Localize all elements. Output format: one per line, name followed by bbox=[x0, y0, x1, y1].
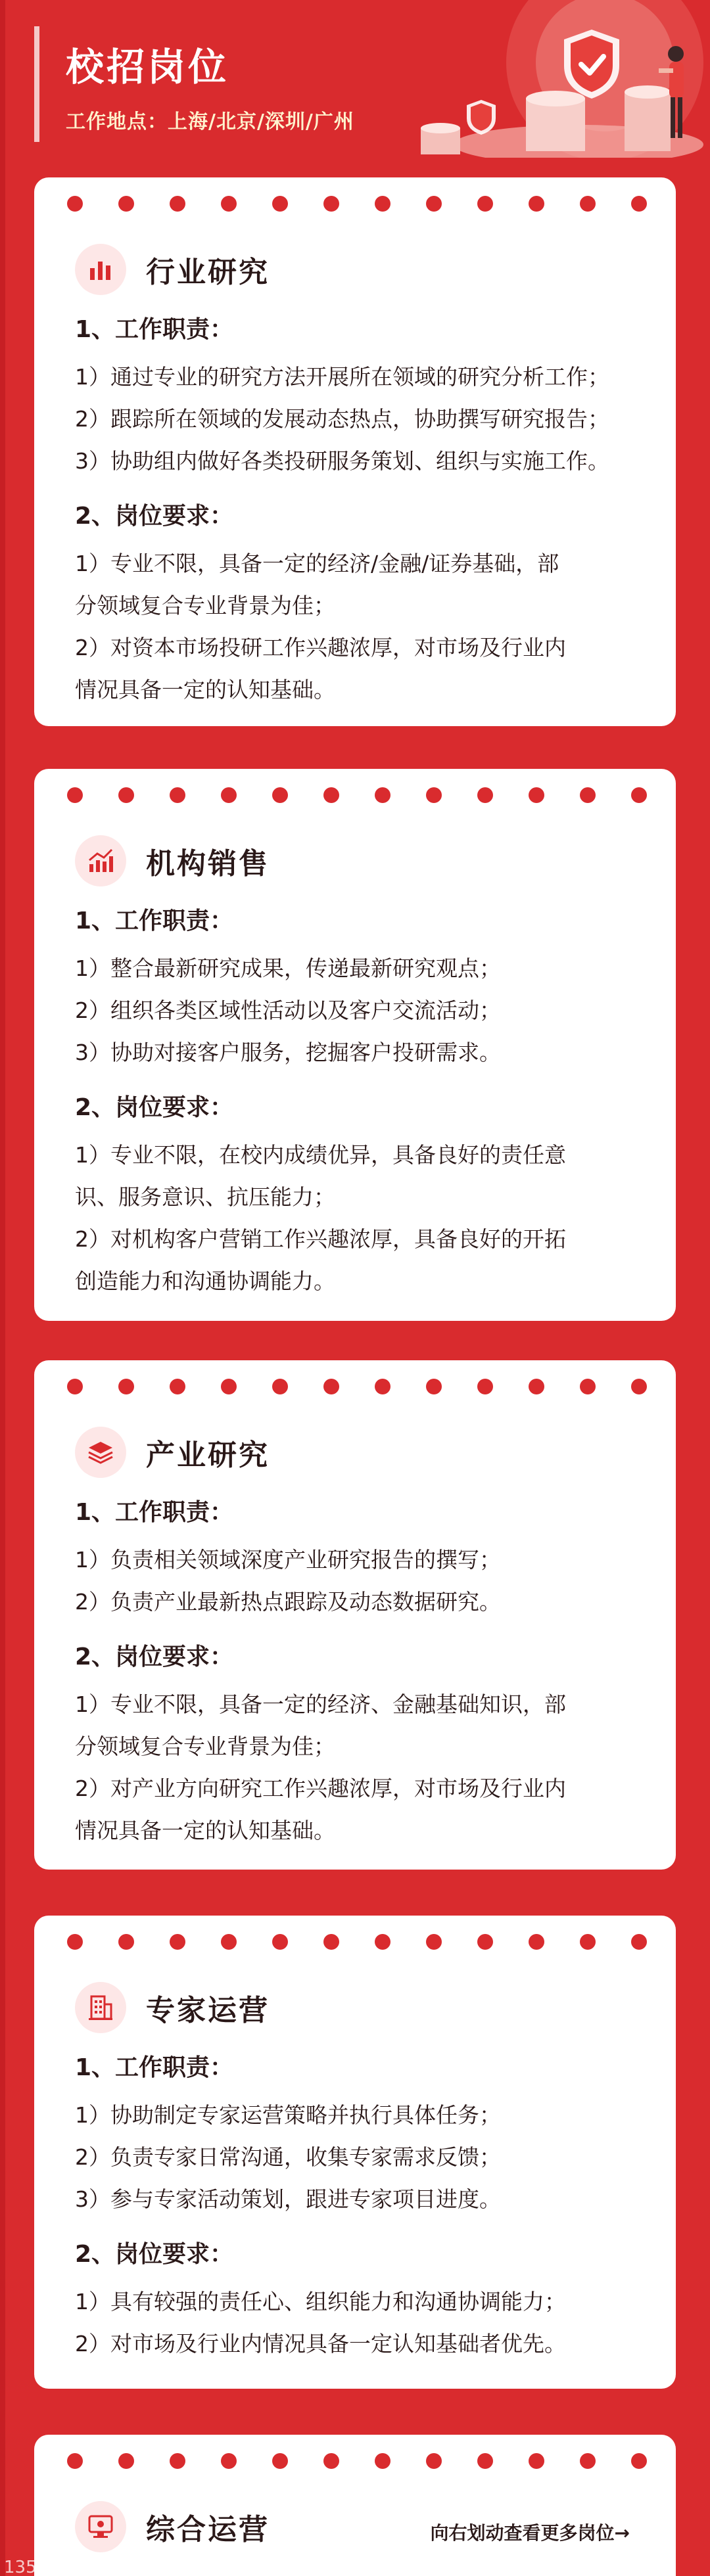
card-header bbox=[75, 1426, 270, 1479]
requirement-item: 1）具有较强的责任心、组织能力和沟通协调能力； bbox=[75, 2289, 566, 2314]
decor-dot bbox=[477, 196, 493, 212]
decor-dot bbox=[580, 2453, 596, 2469]
requirement-item: 分领域复合专业背景为佳； bbox=[75, 593, 335, 618]
decor-dot bbox=[529, 1934, 544, 1950]
decor-dot bbox=[426, 1934, 442, 1950]
card-title: 行业研究 bbox=[146, 256, 270, 289]
shield-illustration-icon bbox=[408, 0, 710, 158]
decor-dot bbox=[631, 787, 647, 803]
duty-item: 2）负责产业最新热点跟踪及动态数据研究。 bbox=[75, 1589, 501, 1615]
requirement-item: 分领域复合专业背景为佳； bbox=[75, 1734, 335, 1759]
decor-dot bbox=[221, 787, 237, 803]
decor-dot bbox=[529, 196, 544, 212]
job-card-expert-operations bbox=[34, 1916, 676, 2389]
decor-dot bbox=[375, 1379, 390, 1394]
layers-icon bbox=[75, 1427, 126, 1478]
decor-dot bbox=[580, 787, 596, 803]
decor-dot bbox=[477, 787, 493, 803]
card-dots bbox=[34, 177, 676, 223]
decor-dot bbox=[272, 196, 288, 212]
duties-heading: 1、工作职责： bbox=[75, 316, 234, 343]
decor-dot bbox=[67, 787, 83, 803]
trend-chart-icon bbox=[75, 835, 126, 886]
card-dots bbox=[34, 769, 676, 815]
job-card-industry-research bbox=[34, 177, 676, 726]
decor-dot bbox=[323, 787, 339, 803]
card-title: 综合运营 bbox=[146, 2513, 270, 2546]
decor-dot bbox=[118, 1934, 134, 1950]
decor-dot bbox=[323, 1379, 339, 1394]
decor-dot bbox=[170, 1934, 185, 1950]
duties-heading: 1、工作职责： bbox=[75, 2054, 234, 2081]
decor-dot bbox=[272, 2453, 288, 2469]
duty-item: 3）参与专家活动策划，跟进专家项目进度。 bbox=[75, 2186, 501, 2212]
requirement-item: 1）专业不限，具备一定的经济/金融/证券基础，部 bbox=[75, 551, 559, 576]
card-dots bbox=[34, 1916, 676, 1962]
decor-dot bbox=[529, 1379, 544, 1394]
decor-dot bbox=[631, 2453, 647, 2469]
decor-dot bbox=[580, 1379, 596, 1394]
decor-dot bbox=[477, 2453, 493, 2469]
duty-item: 1）负责相关领域深度产业研究报告的撰写； bbox=[75, 1547, 501, 1573]
decor-dot bbox=[67, 2453, 83, 2469]
left-rail bbox=[0, 0, 5, 2576]
decor-dot bbox=[118, 787, 134, 803]
card-header bbox=[75, 1981, 270, 2034]
duty-item: 3）协助组内做好各类投研服务策划、组织与实施工作。 bbox=[75, 448, 609, 474]
building-icon bbox=[75, 1982, 126, 2033]
card-header bbox=[75, 835, 270, 887]
decor-dot bbox=[375, 787, 390, 803]
decor-dot bbox=[118, 2453, 134, 2469]
decor-dot bbox=[272, 1934, 288, 1950]
decor-dot bbox=[426, 196, 442, 212]
requirement-item: 1）专业不限，在校内成绩优异，具备良好的责任意 bbox=[75, 1142, 566, 1168]
decor-dot bbox=[375, 2453, 390, 2469]
decor-dot bbox=[375, 1934, 390, 1950]
requirement-item: 识、服务意识、抗压能力； bbox=[75, 1184, 335, 1210]
decor-dot bbox=[272, 787, 288, 803]
page-title: 校招岗位 bbox=[66, 45, 229, 89]
decor-dot bbox=[221, 1934, 237, 1950]
editor-watermark: 135编辑器 bbox=[4, 2558, 88, 2576]
requirement-item: 情况具备一定的认知基础。 bbox=[75, 1818, 335, 1843]
requirement-item: 2）对产业方向研究工作兴趣浓厚，对市场及行业内 bbox=[75, 1776, 566, 1801]
decor-dot bbox=[426, 1379, 442, 1394]
duty-item: 1）协助制定专家运营策略并执行具体任务； bbox=[75, 2102, 501, 2128]
requirements-heading: 2、岗位要求： bbox=[75, 503, 234, 530]
decor-dot bbox=[67, 1934, 83, 1950]
decor-dot bbox=[323, 2453, 339, 2469]
job-card-general-operations[interactable] bbox=[34, 2435, 676, 2576]
requirement-item: 2）对机构客户营销工作兴趣浓厚，具备良好的开拓 bbox=[75, 1226, 566, 1252]
requirement-item: 创造能力和沟通协调能力。 bbox=[75, 1268, 335, 1294]
card-body bbox=[75, 2047, 640, 2365]
card-body bbox=[75, 309, 640, 711]
card-body bbox=[75, 900, 640, 1302]
decor-dot bbox=[631, 196, 647, 212]
duties-heading: 1、工作职责： bbox=[75, 1499, 234, 1526]
card-header bbox=[75, 2500, 270, 2553]
decor-dot bbox=[529, 787, 544, 803]
decor-dot bbox=[221, 1379, 237, 1394]
monitor-icon bbox=[75, 2501, 126, 2552]
decor-dot bbox=[631, 1934, 647, 1950]
decor-dot bbox=[323, 196, 339, 212]
requirements-heading: 2、岗位要求： bbox=[75, 1094, 234, 1121]
decor-dot bbox=[221, 2453, 237, 2469]
decor-dot bbox=[170, 2453, 185, 2469]
requirements-heading: 2、岗位要求： bbox=[75, 2241, 234, 2268]
decor-dot bbox=[221, 196, 237, 212]
requirements-heading: 2、岗位要求： bbox=[75, 1644, 234, 1670]
decor-dot bbox=[170, 787, 185, 803]
requirement-item: 2）对市场及行业内情况具备一定认知基础者优先。 bbox=[75, 2331, 566, 2357]
job-card-institutional-sales bbox=[34, 769, 676, 1321]
decor-dot bbox=[272, 1379, 288, 1394]
decor-dot bbox=[426, 787, 442, 803]
duty-item: 1）通过专业的研究方法开展所在领域的研究分析工作； bbox=[75, 364, 609, 390]
decor-dot bbox=[67, 196, 83, 212]
decor-dot bbox=[426, 2453, 442, 2469]
card-title: 专家运营 bbox=[146, 1994, 270, 2027]
decor-dot bbox=[170, 1379, 185, 1394]
work-location: 工作地点：上海/北京/深圳/广州 bbox=[66, 110, 354, 133]
decor-dot bbox=[118, 196, 134, 212]
card-dots bbox=[34, 2435, 676, 2481]
decor-dot bbox=[477, 1379, 493, 1394]
duty-item: 2）负责专家日常沟通，收集专家需求反馈； bbox=[75, 2144, 501, 2170]
card-dots bbox=[34, 1360, 676, 1406]
decor-dot bbox=[323, 1934, 339, 1950]
decor-dot bbox=[529, 2453, 544, 2469]
card-body bbox=[75, 1492, 640, 1852]
duty-item: 1）整合最新研究成果，传递最新研究观点； bbox=[75, 955, 501, 981]
header-accent-bar bbox=[34, 26, 39, 142]
duty-item: 2）组织各类区域性活动以及客户交流活动； bbox=[75, 998, 501, 1023]
requirement-item: 2）对资本市场投研工作兴趣浓厚，对市场及行业内 bbox=[75, 635, 566, 660]
decor-dot bbox=[118, 1379, 134, 1394]
duty-item: 2）跟踪所在领域的发展动态热点，协助撰写研究报告； bbox=[75, 406, 609, 432]
decor-dot bbox=[477, 1934, 493, 1950]
requirement-item: 1）专业不限，具备一定的经济、金融基础知识，部 bbox=[75, 1691, 566, 1717]
job-card-industry-study bbox=[34, 1360, 676, 1870]
decor-dot bbox=[580, 196, 596, 212]
duties-heading: 1、工作职责： bbox=[75, 908, 234, 934]
decor-dot bbox=[375, 196, 390, 212]
header bbox=[0, 0, 710, 158]
requirement-item: 情况具备一定的认知基础。 bbox=[75, 677, 335, 702]
decor-dot bbox=[580, 1934, 596, 1950]
card-title: 产业研究 bbox=[146, 1438, 270, 1472]
duty-item: 3）协助对接客户服务，挖掘客户投研需求。 bbox=[75, 1040, 501, 1065]
bar-chart-icon bbox=[75, 244, 126, 295]
decor-dot bbox=[67, 1379, 83, 1394]
card-title: 机构销售 bbox=[146, 847, 270, 881]
decor-dot bbox=[170, 196, 185, 212]
swipe-more-link[interactable]: 向右划动查看更多岗位→ bbox=[430, 2522, 630, 2544]
decor-dot bbox=[631, 1379, 647, 1394]
card-header bbox=[75, 243, 270, 296]
